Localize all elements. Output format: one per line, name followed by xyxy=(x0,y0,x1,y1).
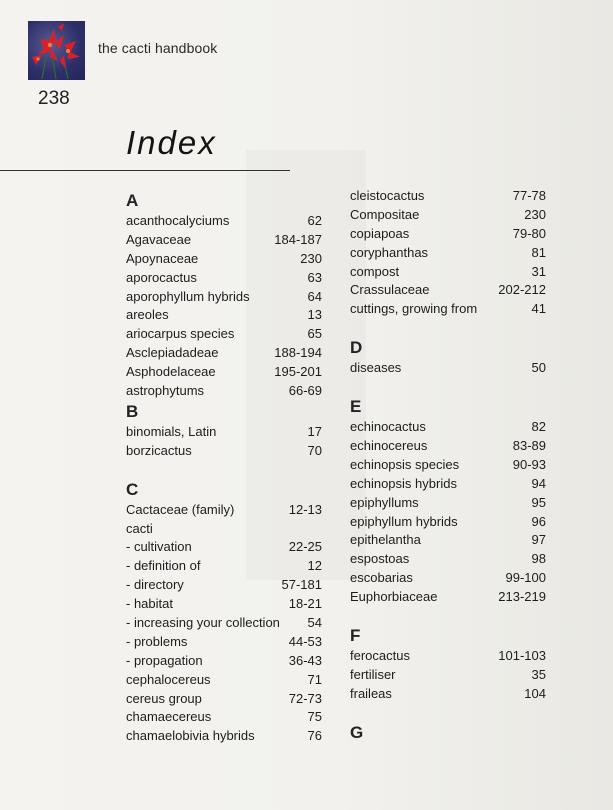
index-entry xyxy=(350,685,546,704)
entry-pages: 97 xyxy=(531,532,546,548)
index-entry xyxy=(126,557,322,576)
entry-pages: 101-103 xyxy=(498,648,546,664)
index-entry xyxy=(126,250,322,269)
section-letter-e: E xyxy=(350,397,362,417)
entry-pages: 65 xyxy=(307,326,322,342)
entry-term: aporophyllum hybrids xyxy=(126,288,250,304)
entry-term: compost xyxy=(350,263,400,279)
entry-pages: 17 xyxy=(307,423,322,439)
entry-term: cacti xyxy=(126,520,153,536)
entry-pages: 71 xyxy=(307,671,322,687)
entry-pages: 66-69 xyxy=(288,383,322,399)
entry-term: fraileas xyxy=(350,685,392,701)
index-entry xyxy=(350,647,546,666)
entry-term: cleistocactus xyxy=(350,188,425,203)
section-gap xyxy=(350,607,546,625)
entry-term: borzicactus xyxy=(126,442,192,458)
entry-pages: 94 xyxy=(531,475,546,491)
entry-term: astrophytums xyxy=(126,383,205,399)
entry-pages: 230 xyxy=(300,250,322,266)
index-entry xyxy=(126,501,322,520)
page-title: Index xyxy=(126,124,217,161)
entry-term: epiphyllums xyxy=(350,494,419,510)
entry-term: ferocactus xyxy=(350,648,410,664)
index-entry xyxy=(126,325,322,344)
entry-pages: 230 xyxy=(524,206,546,222)
index-entry xyxy=(126,614,322,633)
index-entry xyxy=(350,263,546,282)
entry-pages: 75 xyxy=(307,709,322,725)
entry-pages: 104 xyxy=(524,685,546,701)
index-entry xyxy=(350,494,546,513)
entry-term: cephalocereus xyxy=(126,671,211,687)
index-entry xyxy=(350,588,546,607)
entry-term: - habitat xyxy=(126,596,173,612)
entry-pages: 54 xyxy=(307,615,322,631)
entry-pages: 188-194 xyxy=(274,345,322,361)
index-entry xyxy=(350,437,546,456)
index-entry xyxy=(126,231,322,250)
entry-pages: 12-13 xyxy=(288,501,322,517)
entry-term: - propagation xyxy=(126,652,203,668)
entry-pages: 99-100 xyxy=(505,570,546,586)
entry-term: epithelantha xyxy=(350,532,421,548)
entry-pages: 18-21 xyxy=(288,596,322,612)
entry-pages: 77-78 xyxy=(512,188,546,203)
entry-pages: 72-73 xyxy=(288,690,322,706)
entry-term: Cactaceae (family) xyxy=(126,501,235,517)
entry-pages: 90-93 xyxy=(512,456,546,472)
index-entry xyxy=(350,300,546,319)
entry-term: aporocactus xyxy=(126,269,197,285)
index-entry xyxy=(350,359,546,378)
entry-term: cereus group xyxy=(126,690,202,706)
entry-pages: 98 xyxy=(531,551,546,567)
entry-pages: 79-80 xyxy=(512,225,546,241)
entry-term: - increasing your collection xyxy=(126,615,280,631)
entry-pages: 35 xyxy=(531,666,546,682)
entry-term: acanthocalyciums xyxy=(126,213,230,228)
entry-term: Crassulaceae xyxy=(350,282,430,298)
flower-logo-icon xyxy=(28,21,85,80)
entry-term: Euphorbiaceae xyxy=(350,589,438,605)
entry-pages: 81 xyxy=(531,244,546,260)
entry-pages: 41 xyxy=(531,301,546,317)
entry-term: chamaecereus xyxy=(126,709,212,725)
entry-pages: 213-219 xyxy=(498,589,546,605)
entry-term: chamaelobivia hybrids xyxy=(126,728,255,744)
entry-term: fertiliser xyxy=(350,666,396,682)
entry-term: Compositae xyxy=(350,206,420,222)
section-letter-d: D xyxy=(350,338,363,358)
index-entry xyxy=(126,442,322,461)
index-entry xyxy=(126,576,322,595)
index-entry xyxy=(126,595,322,614)
entry-pages: 44-53 xyxy=(288,633,322,649)
index-column-right xyxy=(350,187,546,744)
entry-pages: 62 xyxy=(307,213,322,228)
entry-term: diseases xyxy=(350,360,402,376)
index-entry xyxy=(126,382,322,401)
index-entry xyxy=(126,306,322,325)
entry-pages: 96 xyxy=(531,513,546,529)
index-entry xyxy=(350,225,546,244)
entry-term: - directory xyxy=(126,577,184,593)
entry-pages: 202-212 xyxy=(498,282,546,298)
entry-term: Agavaceae xyxy=(126,231,192,247)
entry-term: areoles xyxy=(126,307,169,323)
index-entry xyxy=(350,187,546,206)
entry-pages: 70 xyxy=(307,442,322,458)
section-gap xyxy=(350,378,546,396)
entry-pages: 82 xyxy=(531,419,546,435)
entry-pages: 76 xyxy=(307,728,322,744)
entry-pages: 31 xyxy=(531,263,546,279)
index-entry xyxy=(126,288,322,307)
section-letter-c: C xyxy=(126,479,139,499)
entry-term: echinopsis species xyxy=(350,456,460,472)
entry-term: - definition of xyxy=(126,558,201,574)
index-entry xyxy=(350,513,546,532)
index-entry xyxy=(126,690,322,709)
entry-term: espostoas xyxy=(350,551,410,567)
index-column-left xyxy=(126,190,322,746)
entry-term: echinopsis hybrids xyxy=(350,475,457,491)
entry-term: ariocarpus species xyxy=(126,326,235,342)
title-divider xyxy=(0,170,290,171)
entry-pages: 95 xyxy=(531,494,546,510)
entry-pages: 83-89 xyxy=(512,438,546,454)
section-gap xyxy=(126,461,322,479)
index-entry xyxy=(350,418,546,437)
page-number: 238 xyxy=(38,88,70,109)
index-entry xyxy=(350,666,546,685)
entry-pages: 57-181 xyxy=(281,577,322,593)
index-entry xyxy=(126,708,322,727)
index-entry xyxy=(126,652,322,671)
index-entry xyxy=(350,244,546,263)
entry-term: cuttings, growing from xyxy=(350,301,478,317)
entry-term: Asphodelaceae xyxy=(126,364,216,380)
index-entry xyxy=(350,456,546,475)
entry-pages: 184-187 xyxy=(274,231,322,247)
index-entry xyxy=(126,671,322,690)
entry-term: copiapoas xyxy=(350,225,410,241)
entry-pages: 13 xyxy=(307,307,322,323)
entry-pages: 36-43 xyxy=(288,652,322,668)
index-entry xyxy=(126,212,322,231)
index-entry xyxy=(350,281,546,300)
entry-term: echinocactus xyxy=(350,419,426,435)
index-entry xyxy=(350,550,546,569)
entry-term: - problems xyxy=(126,633,188,649)
entry-term: - cultivation xyxy=(126,539,192,555)
entry-pages: 63 xyxy=(307,269,322,285)
book-title: the cacti handbook xyxy=(98,40,218,56)
entry-pages: 195-201 xyxy=(274,364,322,380)
index-entry xyxy=(126,344,322,363)
section-letter-f: F xyxy=(350,626,361,646)
entry-pages: 12 xyxy=(307,558,322,574)
index-entry xyxy=(126,423,322,442)
entry-term: echinocereus xyxy=(350,438,428,454)
index-entry xyxy=(350,531,546,550)
index-entry xyxy=(126,727,322,746)
index-entry xyxy=(126,363,322,382)
section-gap xyxy=(350,319,546,337)
section-letter-g: G xyxy=(350,722,364,742)
entry-term: coryphanthas xyxy=(350,244,429,260)
entry-pages: 50 xyxy=(531,360,546,376)
entry-term: epiphyllum hybrids xyxy=(350,513,458,529)
index-entry xyxy=(350,569,546,588)
entry-term: escobarias xyxy=(350,570,413,586)
index-entry xyxy=(350,475,546,494)
entry-pages: 64 xyxy=(307,288,322,304)
section-letter-a: A xyxy=(126,191,139,210)
index-entry xyxy=(126,520,322,539)
index-entry xyxy=(126,633,322,652)
index-entry xyxy=(350,206,546,225)
index-entry xyxy=(126,269,322,288)
section-gap xyxy=(350,704,546,722)
index-entry xyxy=(126,538,322,557)
section-letter-b: B xyxy=(126,401,139,421)
entry-term: Asclepiadadeae xyxy=(126,345,219,361)
entry-term: Apoynaceae xyxy=(126,250,199,266)
entry-term: binomials, Latin xyxy=(126,423,217,439)
entry-pages: 22-25 xyxy=(288,539,322,555)
